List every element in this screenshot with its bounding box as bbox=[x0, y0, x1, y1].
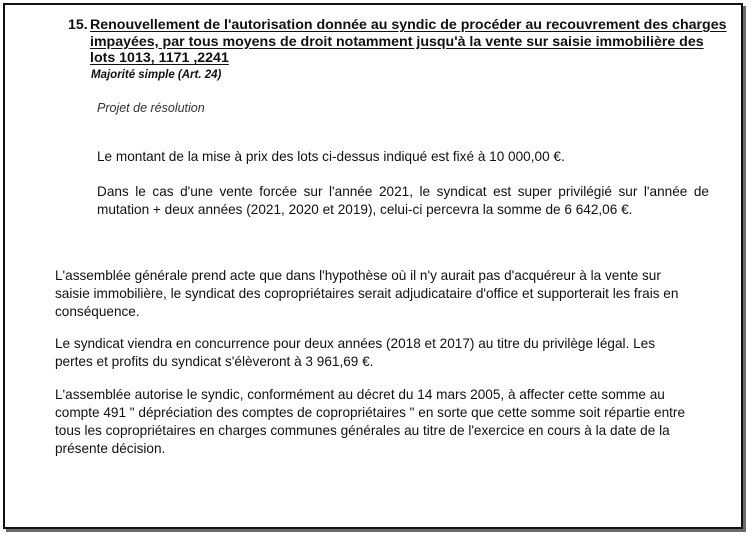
paragraph-autorisation: L'assemblée autorise le syndic, conformément au décret du 14 mars 2005, à affecter cette somme au compte 491 " dépréciation des comptes de copropriétaires " en sorte que cette somme soit répartie entre tous les copropriétaires en charges communes générales au titre de l'exercice en cours à la date de la présente décision. bbox=[55, 387, 686, 456]
paragraph-concurrence: Le syndicat viendra en concurrence pour deux années (2018 et 2017) au titre du privilège légal. Les pertes et profits du syndicat s'élèveront à 3 961,69 €. bbox=[55, 336, 656, 369]
paragraph-vente-forcee: Dans le cas d'une vente forcée sur l'année 2021, le syndicat est super privilégié sur l'année de mutation + deux années (2021, 2020 et 2019), celui-ci percevra la somme de 6 642,06 €. bbox=[97, 184, 709, 217]
resolution-title: Renouvellement de l'autorisation donnée au syndic de procéder au recouvrement des charges impayées, par tous moyens de droit notamment jusqu'à la vente sur saisie immobilière des lots 1013, 1171 ,2241 bbox=[90, 17, 727, 66]
paragraph-assemblee-acte: L'assemblée générale prend acte que dans l'hypothèse où il n'y aurait pas d'acquéreur à la vente sur saisie immobilière, le syndicat des copropriétaires serait adjudicataire d'office et supporterait les frais en conséquence. bbox=[55, 268, 679, 319]
resolution-heading bbox=[68, 17, 728, 67]
paragraph-mise-a-prix: Le montant de la mise à prix des lots ci-dessus indiqué est fixé à 10 000,00 €. bbox=[97, 149, 565, 164]
projet-label: Projet de résolution bbox=[97, 101, 205, 115]
majority-rule: Majorité simple (Art. 24) bbox=[91, 69, 222, 81]
document-frame bbox=[3, 3, 743, 529]
resolution-number: 15. bbox=[68, 17, 88, 33]
